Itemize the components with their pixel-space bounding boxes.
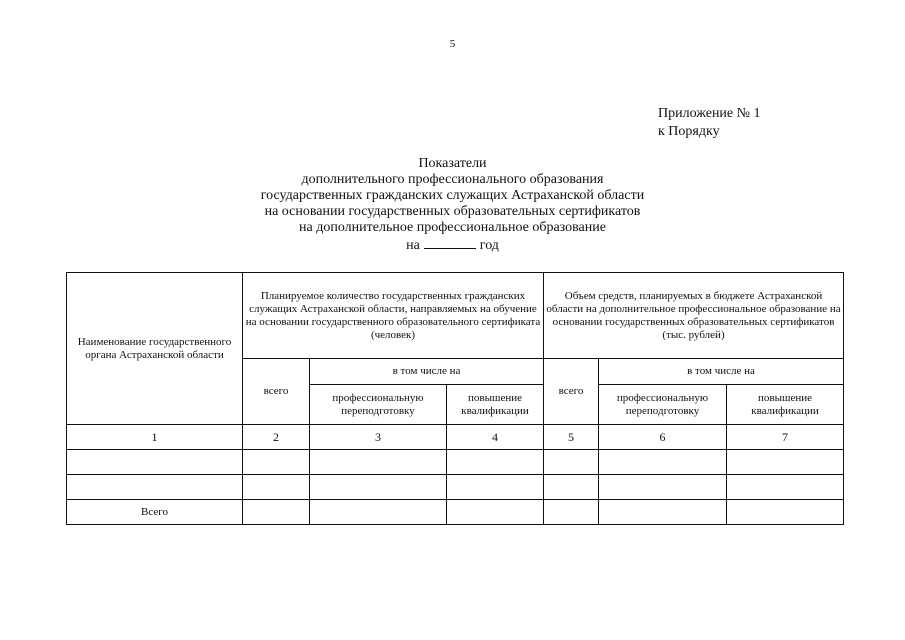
table-cell	[599, 475, 727, 500]
year-blank-field	[424, 236, 476, 249]
appendix-line-1: Приложение № 1	[658, 106, 761, 121]
title-line-5: на дополнительное профессиональное образование	[299, 220, 606, 235]
header-funds-including: в том числе на	[599, 359, 844, 385]
header-funds-qualification: повышение квалификации	[727, 385, 844, 425]
table-cell	[310, 450, 447, 475]
table-cell	[727, 450, 844, 475]
table-cell	[67, 475, 243, 500]
year-suffix: год	[479, 238, 499, 253]
table-row	[67, 450, 844, 475]
table-cell	[544, 475, 599, 500]
indicators-table	[66, 272, 844, 525]
table-cell	[727, 500, 844, 525]
table-cell	[243, 500, 310, 525]
table-cell	[544, 450, 599, 475]
header-planned-funds: Объем средств, планируемых в бюджете Астраханской области на дополнительное профессиональное образование на основании государственных образовательных сертификатов (тыс. рублей)	[544, 273, 844, 359]
table-cell	[447, 500, 544, 525]
header-row-groups	[67, 273, 844, 359]
table-row	[67, 475, 844, 500]
year-prefix: на	[406, 238, 420, 253]
table-cell	[727, 475, 844, 500]
header-count-including: в том числе на	[310, 359, 544, 385]
column-number: 6	[599, 425, 727, 450]
table-cell	[243, 475, 310, 500]
title-year-line	[0, 236, 905, 254]
column-number: 3	[310, 425, 447, 450]
table-cell	[243, 450, 310, 475]
table-cell	[599, 450, 727, 475]
table-cell	[67, 450, 243, 475]
table-cell	[447, 475, 544, 500]
column-number: 4	[447, 425, 544, 450]
column-number: 5	[544, 425, 599, 450]
title-line-1: Показатели	[418, 156, 487, 171]
header-count-total: всего	[243, 359, 310, 425]
appendix-header	[658, 105, 761, 141]
appendix-line-2: к Порядку	[658, 124, 720, 139]
table-cell	[310, 475, 447, 500]
document-title	[0, 156, 905, 254]
title-line-3: государственных гражданских служащих Астраханской области	[260, 188, 645, 203]
header-org-name: Наименование государственного органа Астраханской области	[67, 273, 243, 425]
total-row-label: Всего	[67, 500, 243, 525]
table-cell	[599, 500, 727, 525]
column-number: 1	[67, 425, 243, 450]
header-count-retraining: профессиональную переподготовку	[310, 385, 447, 425]
header-funds-total: всего	[544, 359, 599, 425]
page-number: 5	[449, 38, 456, 50]
header-planned-count: Планируемое количество государственных гражданских служащих Астраханской области, направляемых на обучение на основании государственного образовательного сертификата (человек)	[243, 273, 544, 359]
table-cell	[447, 450, 544, 475]
header-funds-retraining: профессиональную переподготовку	[599, 385, 727, 425]
column-number: 2	[243, 425, 310, 450]
column-number: 7	[727, 425, 844, 450]
title-line-4: на основании государственных образовательных сертификатов	[264, 204, 641, 219]
table-cell	[544, 500, 599, 525]
total-row	[67, 500, 844, 525]
title-line-2: дополнительного профессионального образования	[301, 172, 604, 187]
column-numbers-row	[67, 425, 844, 450]
table-cell	[310, 500, 447, 525]
header-count-qualification: повышение квалификации	[447, 385, 544, 425]
